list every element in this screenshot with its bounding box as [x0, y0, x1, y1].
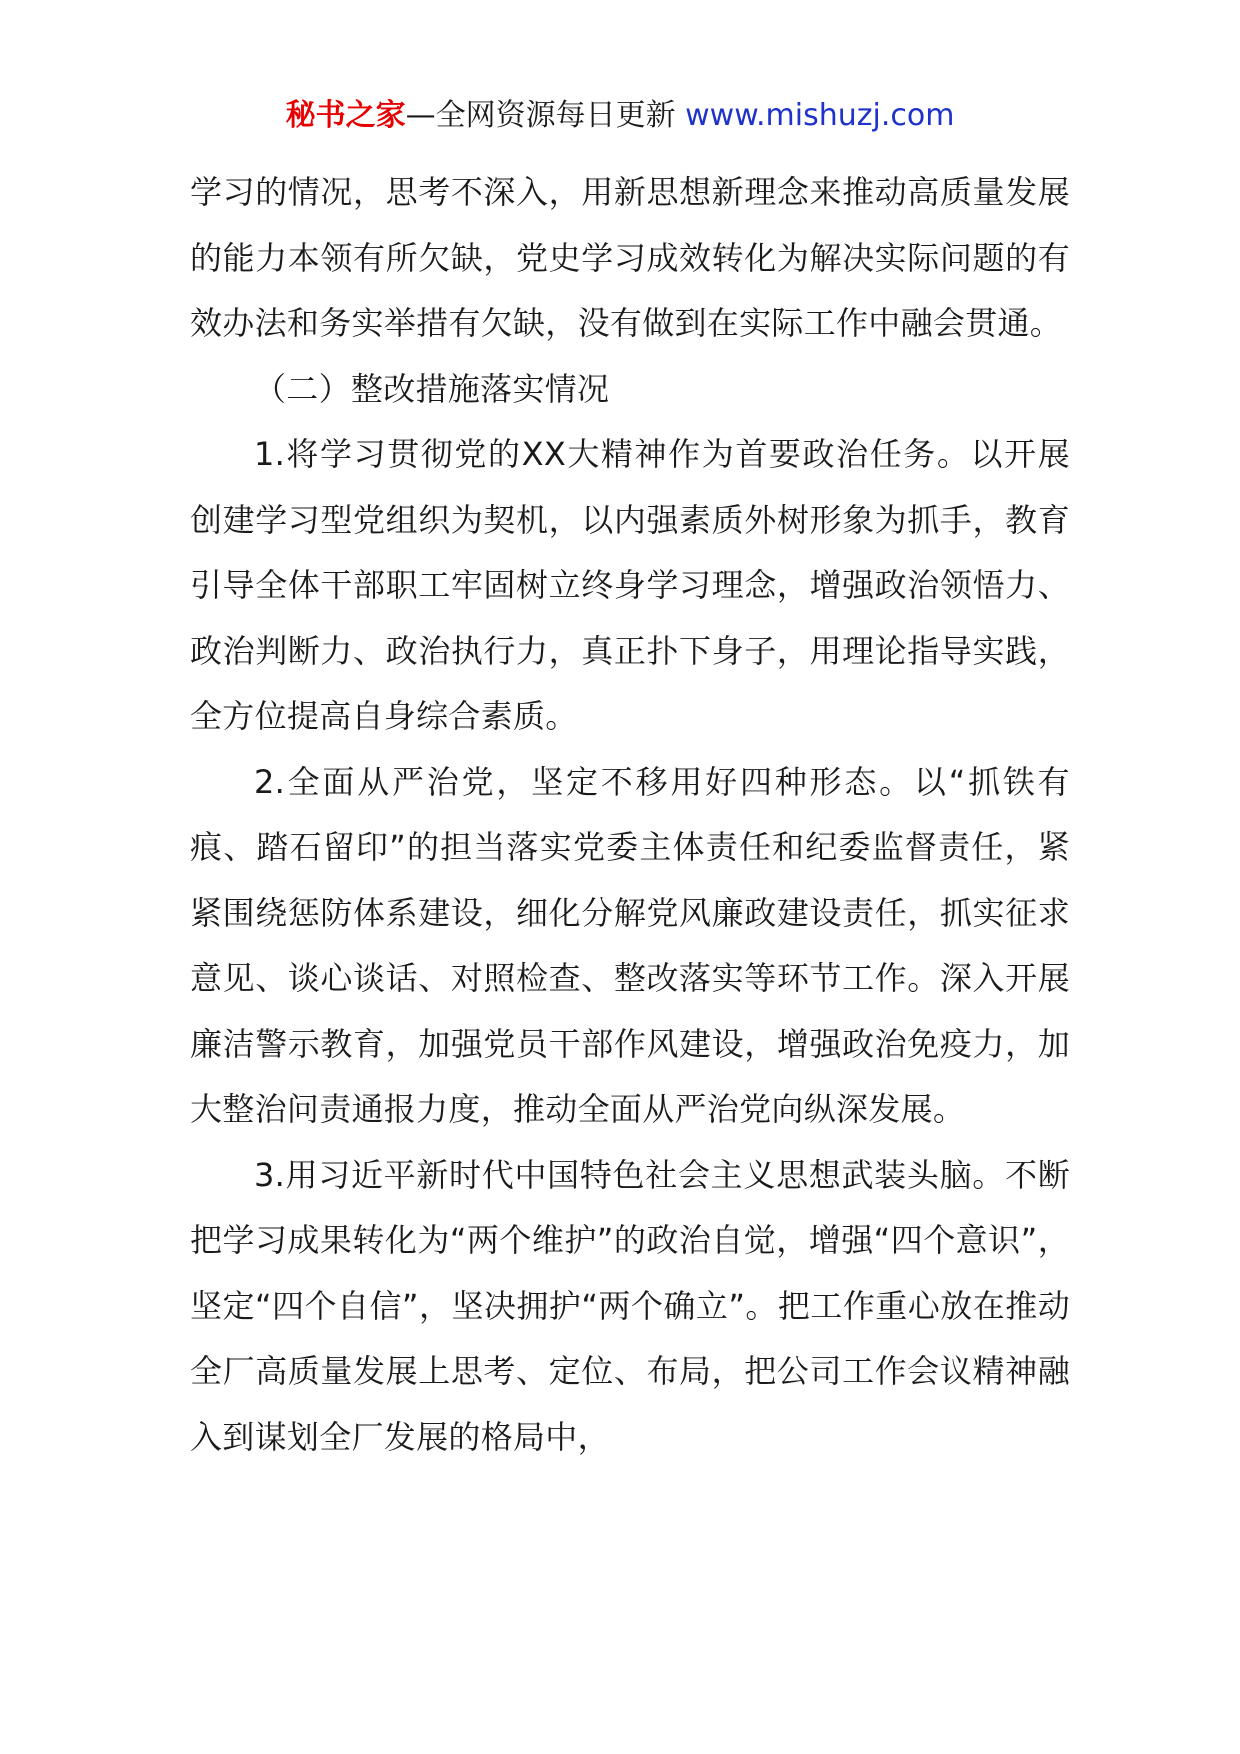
header-url-link[interactable]: www.mishuzj.com	[685, 98, 955, 133]
section-heading: （二）整改措施落实情况	[254, 369, 610, 408]
paragraph-item-3: 3.用习近平新时代中国特色社会主义思想武装头脑。不断把学习成果转化为“两个维护”的政治自觉，增强“四个意识”，坚定“四个自信”，坚决拥护“两个确立”。把工作重心放在推动全厂高质量发展上思考、定位、布局，把公司工作会议精神融入到谋划全厂发展的格局中，	[190, 1155, 1070, 1456]
paragraph-continuation: 学习的情况，思考不深入，用新思想新理念来推动高质量发展的能力本领有所欠缺，党史学习成效转化为解决实际问题的有效办法和务实举措有欠缺，没有做到在实际工作中融会贯通。	[190, 173, 1070, 342]
header-tagline: —全网资源每日更新	[405, 98, 676, 133]
paragraph-item-1: 1.将学习贯彻党的XX大精神作为首要政治任务。以开展创建学习型党组织为契机，以内强素质外树形象为抓手，教育引导全体干部职工牢固树立终身学习理念，增强政治领悟力、政治判断力、政治执行力，真正扑下身子，用理论指导实践，全方位提高自身综合素质。	[190, 435, 1070, 735]
brand-name: 秘书之家	[285, 98, 406, 133]
document-body	[190, 160, 1070, 1470]
paragraph-item-2: 2.全面从严治党，坚定不移用好四种形态。以“抓铁有痕、踏石留印”的担当落实党委主体责任和纪委监督责任，紧紧围绕惩防体系建设，细化分解党风廉政建设责任，抓实征求意见、谈心谈话、对照检查、整改落实等环节工作。深入开展廉洁警示教育，加强党员干部作风建设，增强政治免疫力，加大整治问责通报力度，推动全面从严治党向纵深发展。	[190, 762, 1070, 1128]
page-header	[0, 96, 1240, 136]
